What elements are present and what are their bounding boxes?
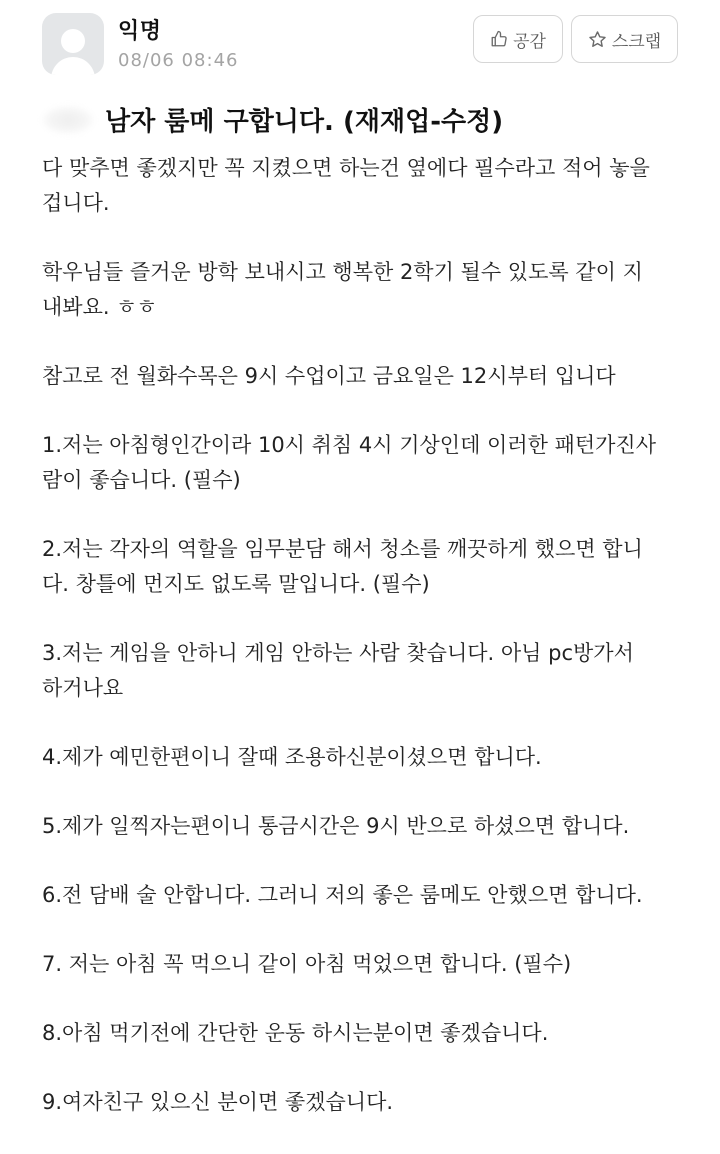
like-label: 공감: [513, 31, 546, 52]
post-paragraph: 6.전 담배 술 안합니다. 그러니 저의 좋은 룸메도 안했으면 합니다.: [42, 883, 643, 907]
post-paragraph: 4.제가 예민한편이니 잘때 조용하신분이셨으면 합니다.: [42, 745, 542, 769]
post-timestamp: 08/06 08:46: [118, 50, 239, 71]
thumbs-up-icon: [490, 30, 508, 48]
post-body: [42, 151, 682, 1154]
scrap-button[interactable]: [571, 15, 678, 63]
post-paragraph: 5.제가 일찍자는편이니 통금시간은 9시 반으로 하셨으면 합니다.: [42, 814, 630, 838]
scrap-label: 스크랩: [611, 31, 662, 52]
post-paragraph: 다 맞추면 좋겠지만 꼭 지켰으면 하는건 옆에다 필수라고 적어 놓을 겁니다.: [42, 156, 650, 215]
post-paragraph: 학우님들 즐거운 방학 보내시고 행복한 2학기 될수 있도록 같이 지 내봐요. ㅎㅎ: [42, 260, 643, 319]
post-header: [0, 0, 720, 90]
post-paragraph: 9.여자친구 있으신 분이면 좋겠습니다.: [42, 1090, 394, 1114]
avatar-body: [51, 57, 95, 75]
post-paragraph: 참고로 전 월화수목은 9시 수업이고 금요일은 12시부터 입니다: [42, 364, 616, 388]
avatar-head: [61, 29, 85, 53]
post-paragraph: 7. 저는 아침 꼭 먹으니 같이 아침 먹었으면 합니다. (필수): [42, 952, 572, 976]
post-paragraph: 2.저는 각자의 역할을 임무분담 해서 청소를 깨끗하게 했으면 합니 다. 창틀에 먼지도 없도록 말입니다. (필수): [42, 537, 643, 596]
anonymous-user-icon: [42, 13, 104, 75]
author-name: 익명: [118, 19, 162, 44]
post-paragraph: 1.저는 아침형인간이라 10시 취침 4시 기상인데 이러한 패턴가진사 람이 좋습니다. (필수): [42, 433, 656, 492]
blurred-area: [42, 106, 94, 134]
star-outline-icon: [588, 30, 607, 49]
post-paragraph: 8.아침 먹기전에 간단한 운동 하시는분이면 좋겠습니다.: [42, 1021, 549, 1045]
like-button[interactable]: [473, 15, 563, 63]
post-paragraph: 3.저는 게임을 안하니 게임 안하는 사람 찾습니다. 아님 pc방가서 하거나요: [42, 641, 634, 700]
post-title: 남자 룸메 구합니다. (재재업-수정): [105, 107, 504, 137]
